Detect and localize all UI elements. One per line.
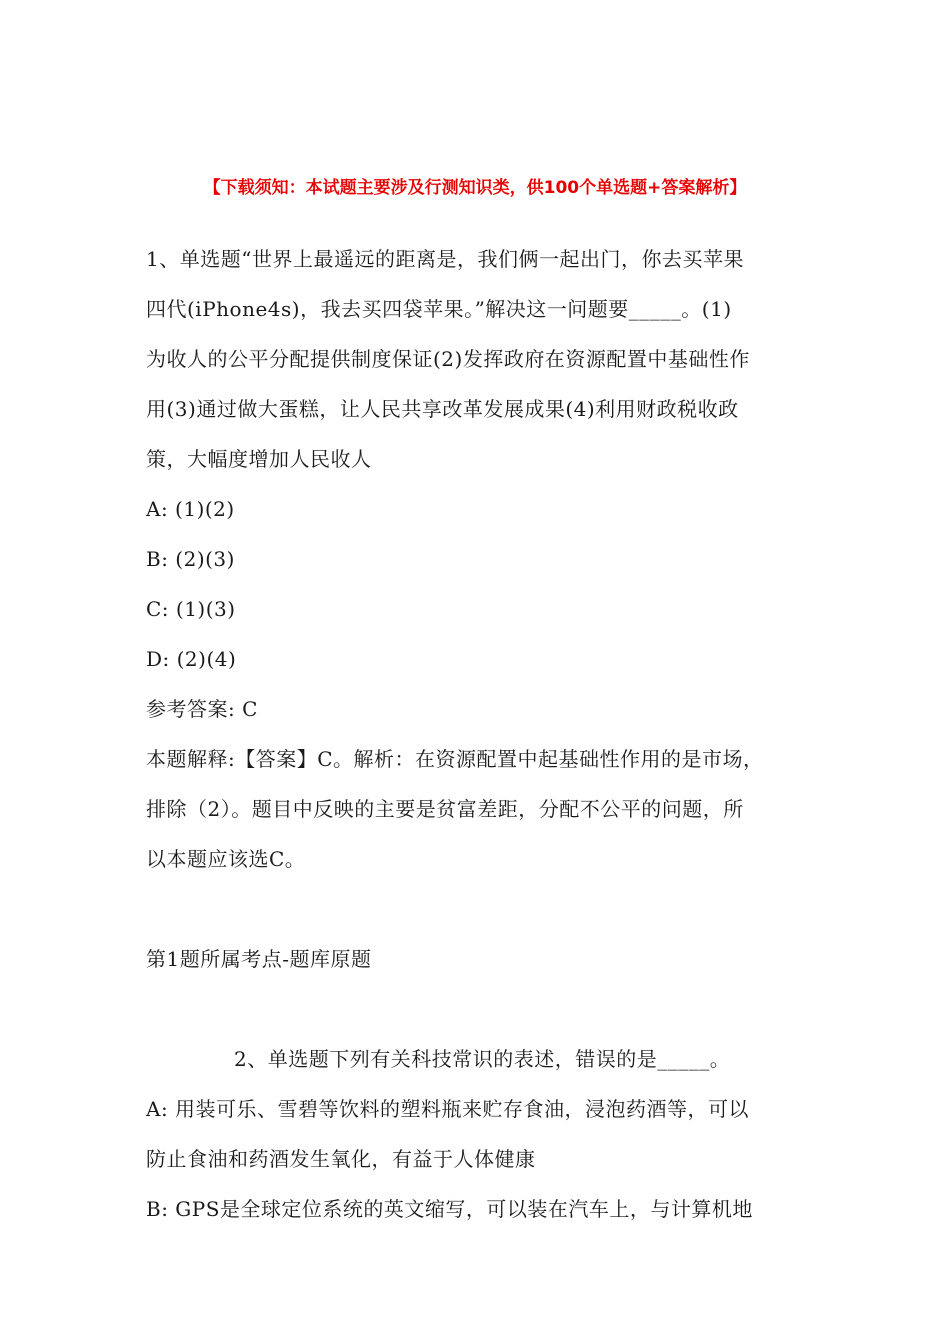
spacer (146, 884, 810, 934)
question-1-answer: 参考答案: C (146, 697, 258, 721)
question-1-explanation-line: 本题解释:【答案】C。解析：在资源配置中起基础性作用的是市场， (146, 747, 764, 771)
question-2-option-b-line: B: GPS是全球定位系统的英文缩写，可以装在汽车上，与计算机地 (146, 1197, 753, 1221)
question-1-topic: 第1题所属考点-题库原题 (146, 947, 372, 971)
question-1-option-b: B: (2)(3) (146, 547, 235, 571)
question-1-stem-line: 为收人的公平分配提供制度保证(2)发挥政府在资源配置中基础性作 (146, 347, 750, 371)
question-2-stem: 2、单选题下列有关科技常识的表述，错误的是_____。 (234, 1047, 731, 1071)
spacer (146, 984, 810, 1034)
question-1-explanation-line: 以本题应该选C。 (146, 847, 306, 871)
question-content (146, 234, 810, 1234)
question-1-stem-line: 1、单选题“世界上最遥远的距离是，我们俩一起出门，你去买苹果 (146, 247, 744, 271)
question-1-stem-line: 用(3)通过做大蛋糕，让人民共享改革发展成果(4)利用财政税收政 (146, 397, 739, 421)
question-2-option-a-line: A: 用装可乐、雪碧等饮料的塑料瓶来贮存食油，浸泡药酒等，可以 (146, 1097, 750, 1121)
question-1-stem-line: 策，大幅度增加人民收人 (146, 447, 372, 471)
question-1-option-d: D: (2)(4) (146, 647, 237, 671)
question-2-option-a-line: 防止食油和药酒发生氧化，有益于人体健康 (146, 1147, 536, 1171)
question-1-option-c: C: (1)(3) (146, 597, 236, 621)
question-1-explanation-line: 排除（2）。题目中反映的主要是贫富差距，分配不公平的问题，所 (146, 797, 744, 821)
question-1 (146, 234, 810, 1034)
question-2 (146, 1034, 810, 1234)
question-1-option-a: A: (1)(2) (146, 497, 235, 521)
download-notice: 【下载须知：本试题主要涉及行测知识类，供100个单选题+答案解析】 (203, 178, 747, 198)
question-1-stem-line: 四代(iPhone4s)，我去买四袋苹果。”解决这一问题要_____。(1) (146, 297, 732, 321)
